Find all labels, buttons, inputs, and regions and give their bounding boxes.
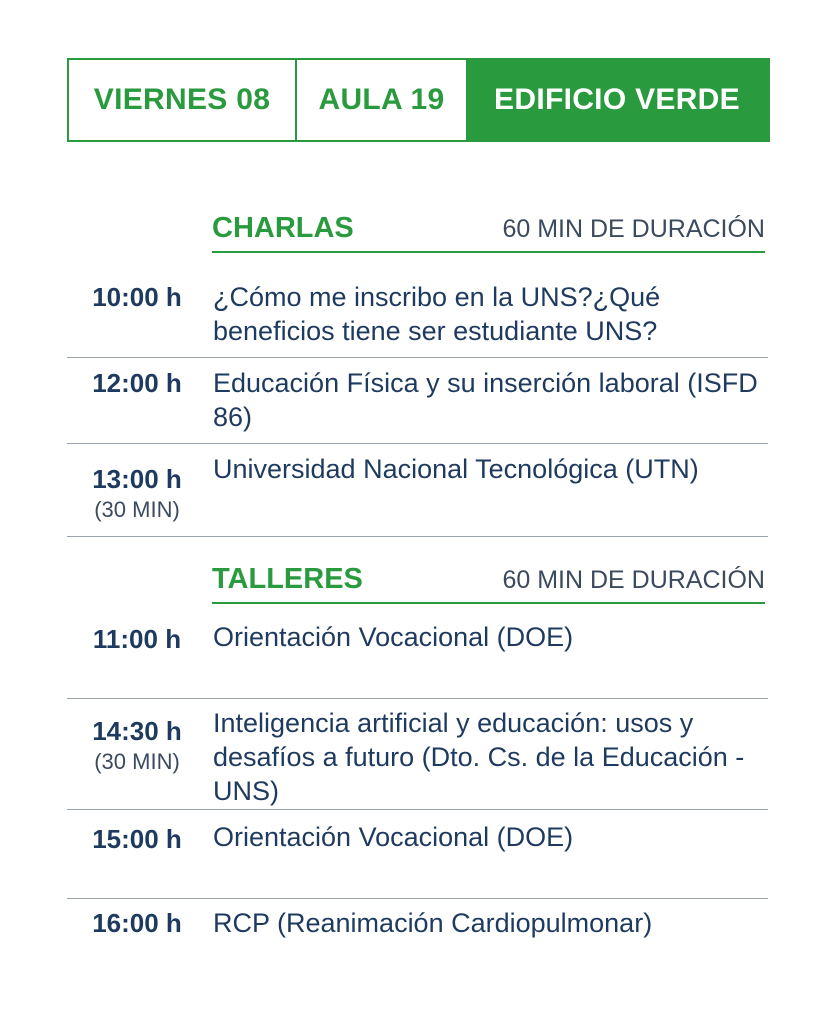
building-label: EDIFICIO VERDE [466, 60, 768, 140]
section-title-talleres: TALLERES [212, 563, 363, 595]
schedule-row [67, 452, 768, 537]
room-label: AULA 19 [318, 83, 445, 116]
time-cell [67, 452, 207, 523]
event-title: RCP (Reanimación Cardiopulmonar) [213, 908, 653, 938]
section-title-charlas: CHARLAS [212, 212, 354, 244]
event-title: ¿Cómo me inscribo en la UNS?¿Qué beneficios tiene ser estudiante UNS? [213, 282, 661, 346]
time-label: 11:00 h [92, 624, 182, 654]
section-charlas-header [212, 212, 765, 253]
schedule-row [67, 820, 768, 899]
time-label: 10:00 h [92, 282, 182, 312]
event-title: Universidad Nacional Tecnológica (UTN) [213, 454, 699, 484]
time-label: 13:00 h [92, 464, 182, 494]
time-label: 16:00 h [92, 908, 182, 938]
section-duration-charlas: 60 MIN DE DURACIÓN [502, 215, 765, 243]
time-label: 15:00 h [92, 824, 182, 854]
time-label: 12:00 h [92, 368, 182, 398]
event-title: Inteligencia artificial y educación: usos y desafíos a futuro (Dto. Cs. de la Educación - UNS) [213, 708, 745, 806]
event-title: Educación Física y su inserción laboral (ISFD 86) [213, 368, 758, 432]
day-label: VIERNES 08 [69, 60, 297, 140]
schedule-row [67, 620, 768, 699]
schedule-row [67, 906, 768, 956]
schedule-row [67, 280, 768, 358]
time-note: (30 MIN) [94, 497, 180, 522]
section-talleres-header [212, 563, 765, 604]
time-cell [67, 620, 207, 655]
schedule-row [67, 366, 768, 444]
event-title: Orientación Vocacional (DOE) [213, 822, 574, 852]
schedule-row [67, 706, 768, 810]
section-duration-talleres: 60 MIN DE DURACIÓN [502, 566, 765, 594]
time-label: 14:30 h [92, 716, 182, 746]
time-cell [67, 906, 207, 939]
event-title: Orientación Vocacional (DOE) [213, 622, 574, 652]
time-cell [67, 366, 207, 399]
time-cell [67, 280, 207, 313]
header-bar [67, 58, 770, 142]
time-note: (30 MIN) [94, 749, 180, 774]
time-cell [67, 706, 207, 775]
time-cell [67, 820, 207, 855]
